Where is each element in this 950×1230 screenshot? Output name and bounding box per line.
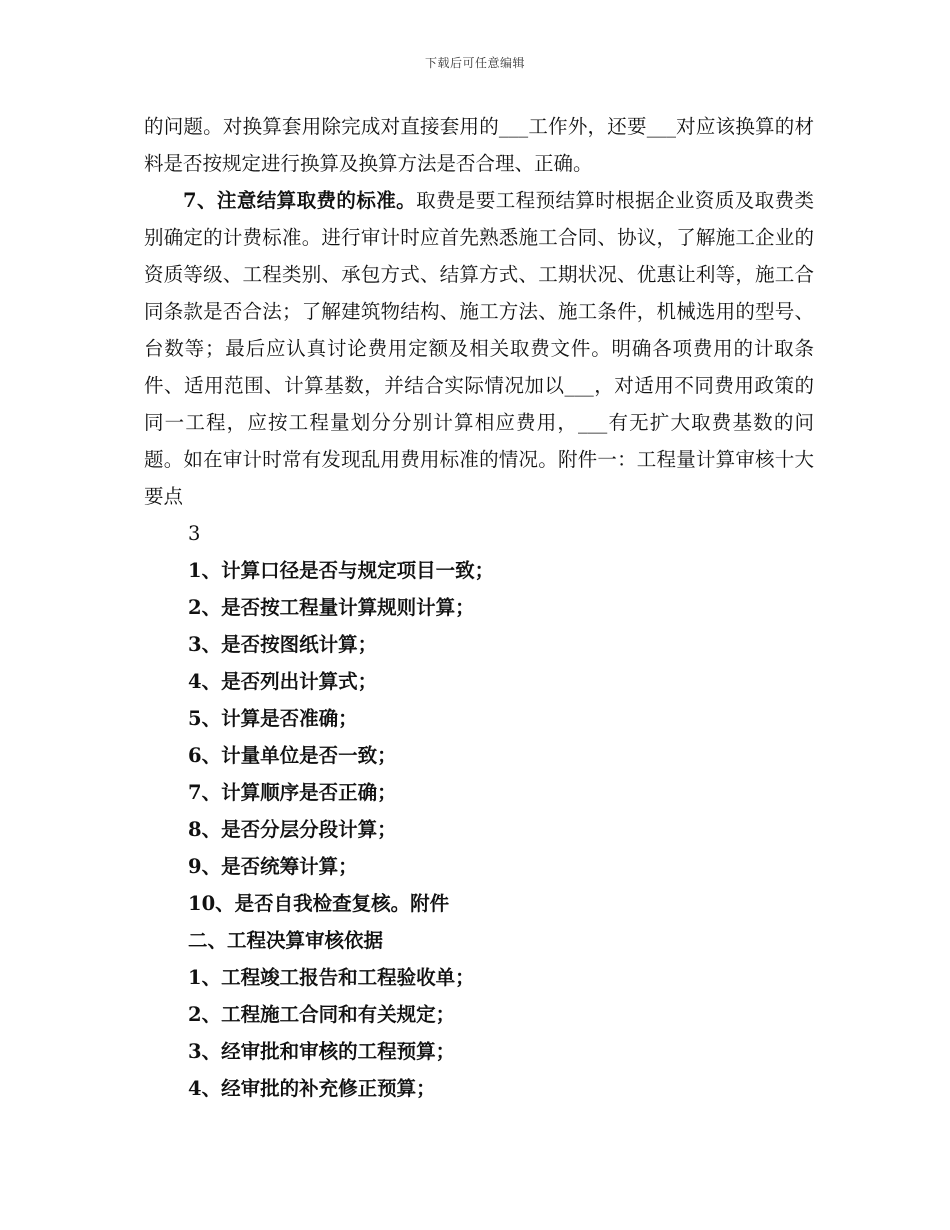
list-item: 3、经审批和审核的工程预算； xyxy=(188,1040,456,1063)
list-item: 3、是否按图纸计算； xyxy=(188,633,378,656)
paragraph-fee-standard xyxy=(144,182,814,515)
list-item: 1、计算口径是否与规定项目一致； xyxy=(188,559,495,582)
document-body xyxy=(144,108,814,1107)
paragraph-text: 取费是要工程预结算时根据企业资质及取费类别确定的计费标准。进行审计时应首先熟悉施工合同、协议，了解施工企业的资质等级、工程类别、承包方式、结算方式、工期状况、优惠让利等，施工合同条款是否合法；了解建筑物结构、施工方法、施工条件，机械选用的型号、台数等；最后应认真讨论费用定额及相关取费文件。明确各项费用的计取条件、适用范围、计算基数，并结合实际情况加以___，对适用不同费用政策的同一工程，应按工程量划分分别计算相应费用，___有无扩大取费基数的问题。如在审计时常有发现乱用费用标准的情况。附件一：工程量计算审核十大要点 xyxy=(144,189,814,508)
section-title: 二、工程决算审核依据 xyxy=(188,929,384,952)
list-item: 2、工程施工合同和有关规定； xyxy=(188,1003,456,1026)
list-item: 4、是否列出计算式； xyxy=(188,670,378,693)
paragraph-continuation: 的问题。对换算套用除完成对直接套用的___工作外，还要___对应该换算的材料是否按规定进行换算及换算方法是否合理、正确。 xyxy=(144,115,814,175)
list-item: 8、是否分层分段计算； xyxy=(188,818,397,841)
list-item: 2、是否按工程量计算规则计算； xyxy=(188,596,475,619)
list-item: 10、是否自我检查复核。附件 xyxy=(188,892,450,915)
quantity-checklist xyxy=(144,552,814,922)
list-item: 4、经审批的补充修正预算； xyxy=(188,1077,436,1100)
list-item: 7、计算顺序是否正确； xyxy=(188,781,397,804)
list-item: 1、工程竣工报告和工程验收单； xyxy=(188,966,475,989)
page-number: 3 xyxy=(188,522,201,545)
page-header: 下载后可任意编辑 xyxy=(424,56,525,70)
paragraph-heading: 7、注意结算取费的标准。 xyxy=(183,189,417,212)
settlement-basis-list xyxy=(144,959,814,1107)
list-item: 5、计算是否准确； xyxy=(188,707,358,730)
list-item: 9、是否统筹计算； xyxy=(188,855,358,878)
list-item: 6、计量单位是否一致； xyxy=(188,744,397,767)
